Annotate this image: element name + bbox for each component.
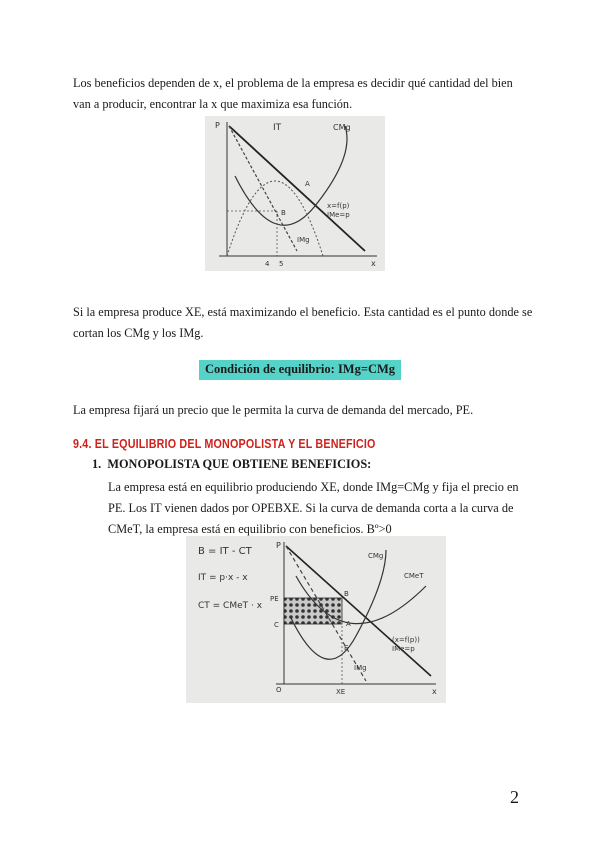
point-b-label: B bbox=[281, 209, 286, 217]
x-axis-label: x bbox=[371, 259, 376, 268]
tick-4-label: 4 bbox=[265, 260, 270, 268]
it-label: IT bbox=[273, 123, 282, 133]
img-label: IMg bbox=[354, 664, 367, 672]
c-label: C bbox=[274, 621, 279, 629]
demand-curve bbox=[229, 126, 365, 251]
price-paragraph: La empresa fijará un precio que le permita la curva de demanda del mercado, PE. bbox=[73, 403, 474, 417]
point-a-label: A bbox=[305, 180, 310, 188]
monopoly-profit-graph-1 bbox=[205, 116, 385, 271]
p-axis-label: P bbox=[215, 121, 220, 130]
list-item-number: 1. bbox=[92, 457, 102, 471]
img-label: IMg bbox=[297, 236, 310, 244]
section-title: 9.4. EL EQUILIBRIO DEL MONOPOLISTA Y EL BENEFICIO bbox=[73, 437, 376, 451]
demand2-label: IMe=p bbox=[327, 211, 350, 219]
p-axis-label: P bbox=[276, 541, 281, 550]
maximize-paragraph: Si la empresa produce XE, está maximizando el beneficio. Esta cantidad es el punto donde se cortan los CMg y los IMg. bbox=[73, 305, 533, 340]
point-a-label: A bbox=[346, 620, 351, 628]
intro-paragraph: Los beneficios dependen de x, el problema de la empresa es decidir qué cantidad del bien van a producir, encontrar la x que maximiza esa función. bbox=[73, 76, 513, 111]
formula-profit: B = IT - CT bbox=[198, 546, 252, 557]
profit-area bbox=[284, 598, 342, 624]
page-number: 2 bbox=[510, 787, 519, 807]
formula-ct: CT = CMeT · x bbox=[198, 601, 263, 611]
cmet-label: CMeT bbox=[404, 572, 424, 580]
pe-label: PE bbox=[270, 595, 279, 603]
point-e-label: E bbox=[344, 644, 349, 652]
monopoly-profit-graph-2 bbox=[186, 536, 446, 703]
equilibrium-condition-highlight: Condición de equilibrio: IMg=CMg bbox=[199, 360, 401, 380]
img-curve bbox=[229, 126, 297, 251]
x-axis-label: x bbox=[432, 687, 437, 696]
demand-label: x=f(p) bbox=[327, 202, 350, 210]
point-b-label: B bbox=[344, 590, 349, 598]
list-item-heading: MONOPOLISTA QUE OBTIENE BENEFICIOS: bbox=[107, 457, 372, 471]
cmg-label: CMg bbox=[368, 552, 384, 560]
it-curve bbox=[227, 181, 323, 256]
tick-5-label: 5 bbox=[279, 260, 284, 268]
cmg-label: CMg bbox=[333, 123, 351, 132]
origin-label: O bbox=[276, 686, 282, 694]
list-item-title bbox=[92, 457, 371, 472]
formula-it: IT = p·x - x bbox=[198, 573, 248, 583]
demand2-label: IMe=p bbox=[392, 645, 415, 653]
xe-label: XE bbox=[336, 688, 346, 696]
demand-label: (x=f(p)) bbox=[392, 636, 420, 644]
profit-paragraph: La empresa está en equilibrio produciendo XE, donde IMg=CMg y fija el precio en PE. Los IT vienen dados por OPEBXE. Si la curva de demanda corta a la curva de CMeT, la empresa está en equilibrio con beneficios. Bº>0 bbox=[108, 480, 519, 536]
